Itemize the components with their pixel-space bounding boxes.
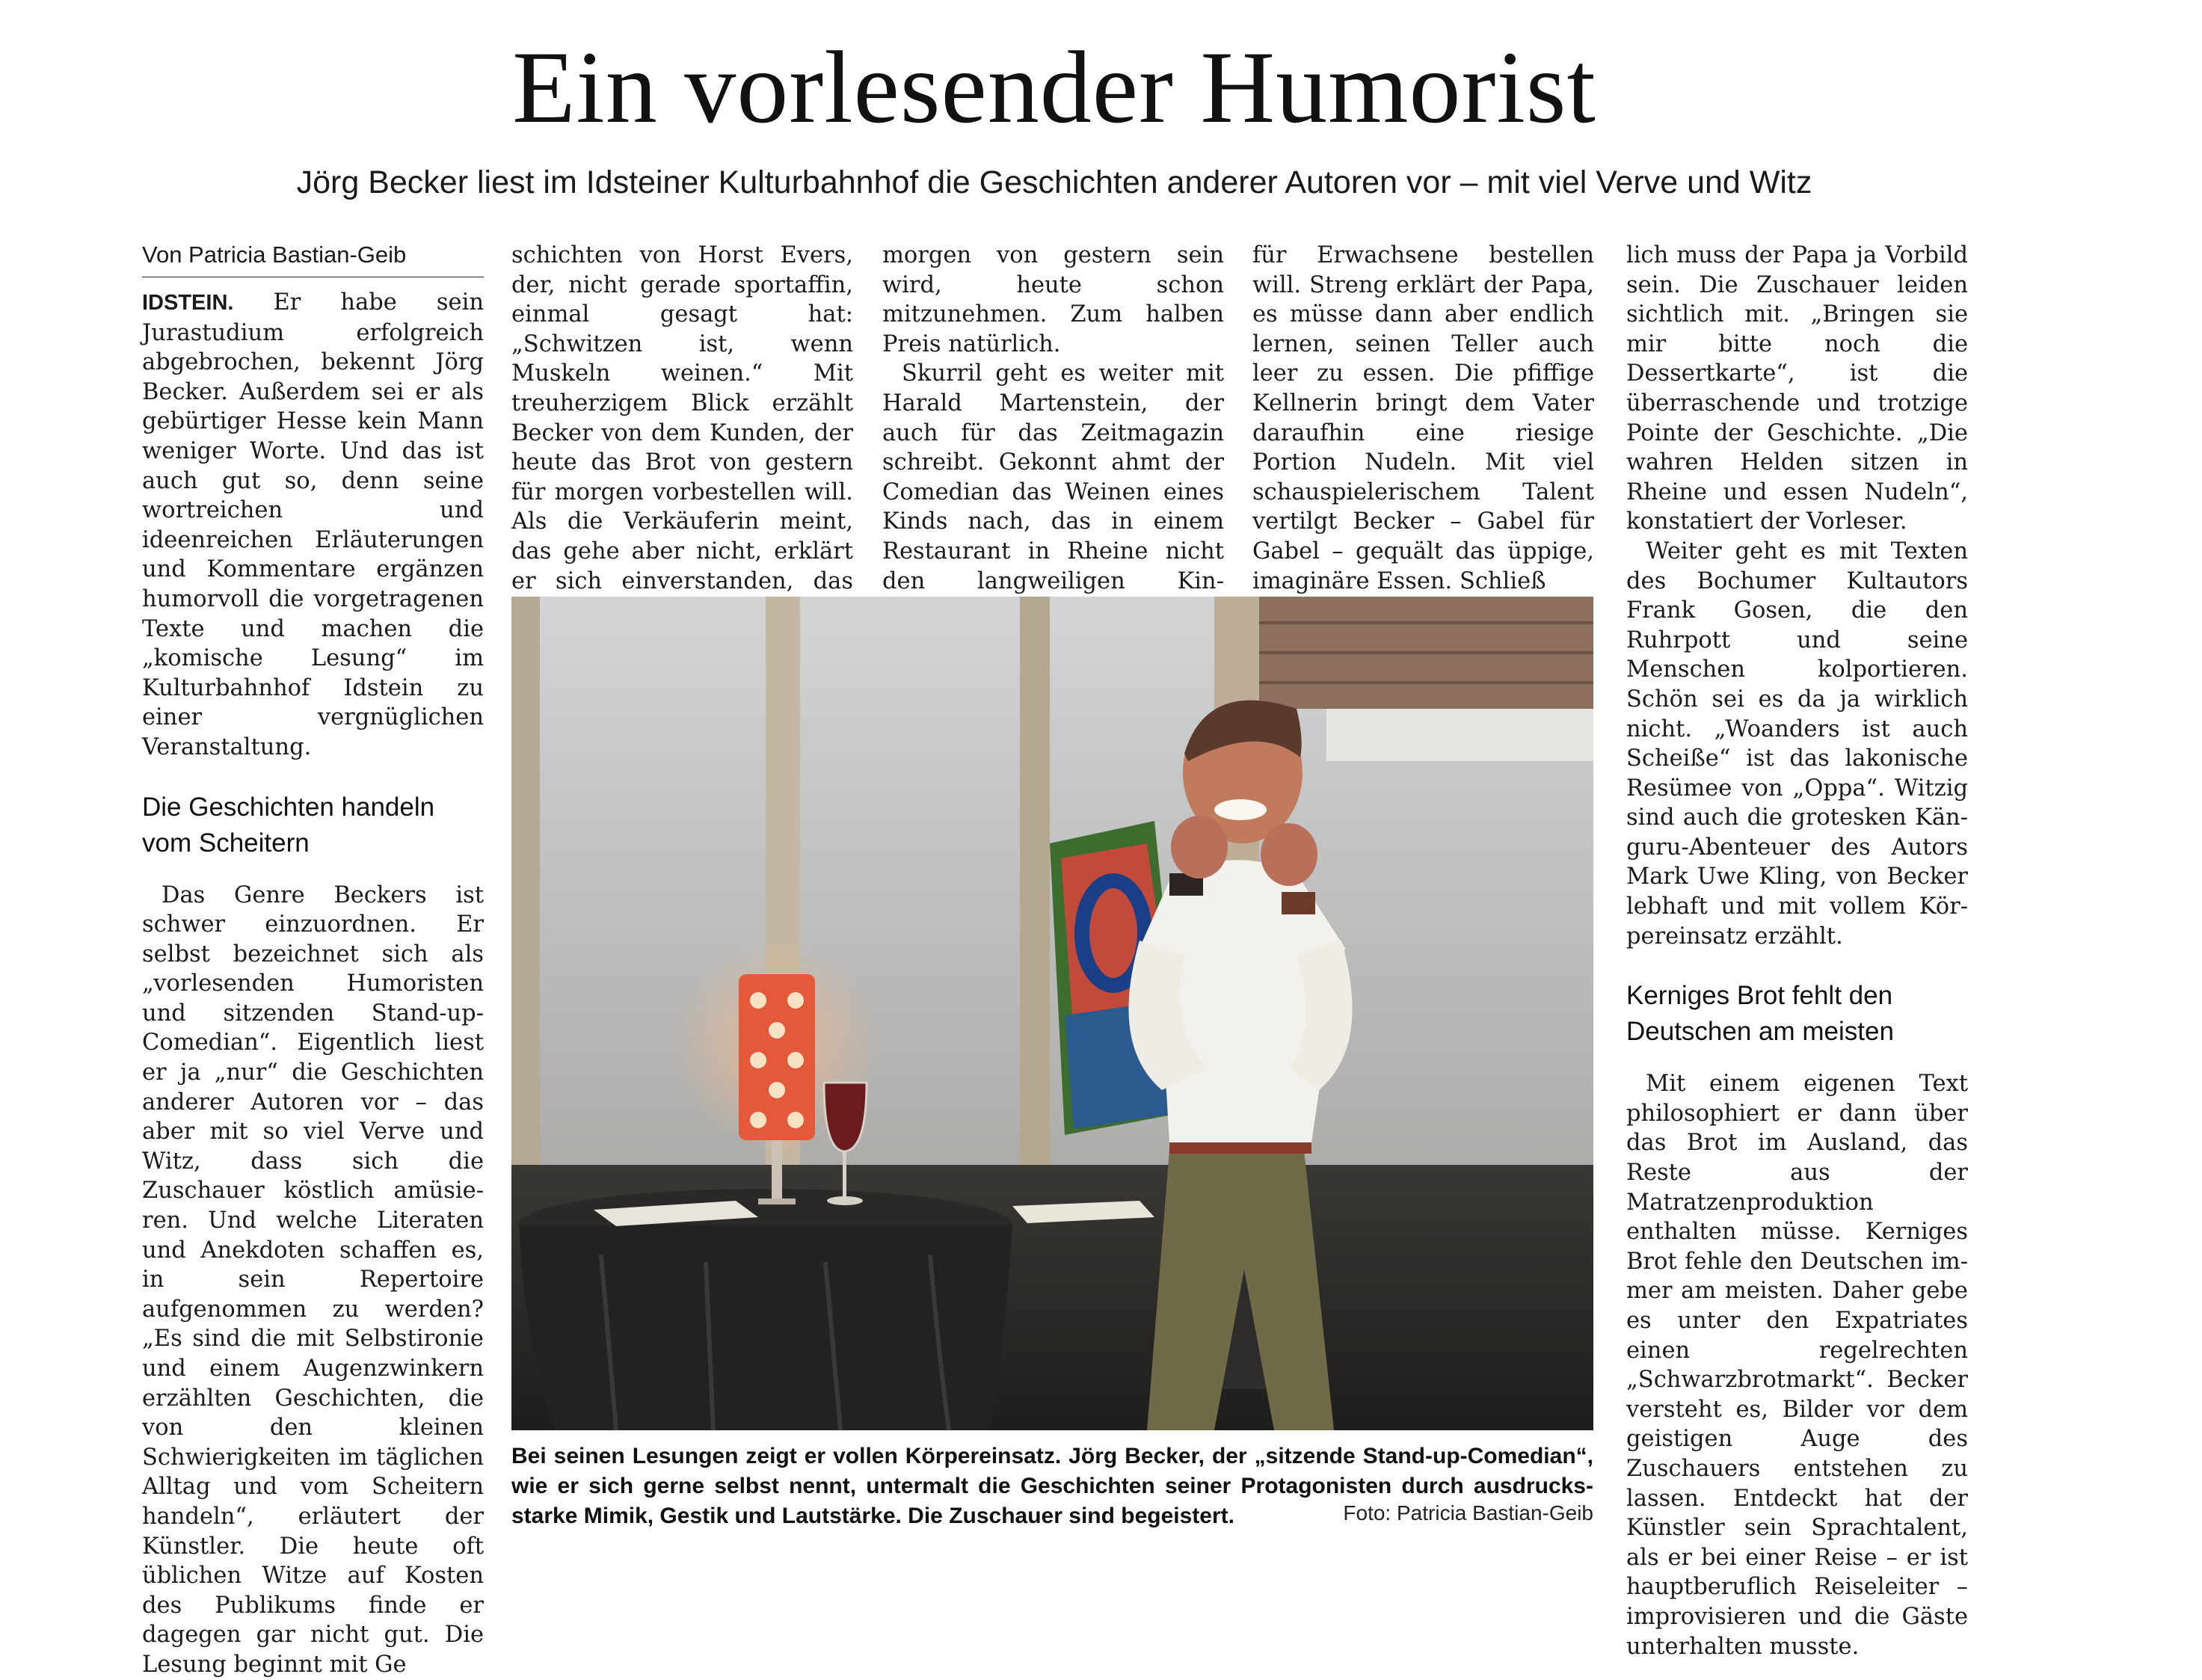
byline: Von Patricia Bastian-Geib xyxy=(142,241,484,277)
column-2 xyxy=(511,241,853,626)
paragraph: Das Genre Beckers ist schwer einzuordnen. Er selbst bezeichnet sich als „vorlesenden Humoristen und sitzenden Stand-up-Comedian“. Eigentlich liest er ja „nur“ die Geschichten anderer Autoren vor – das aber mit so viel Verve und Witz, dass sich die Zuschauer köstlich amüsieren. Und welche Literaten und Anekdoten schaffen es, in sein Repertoire aufgenommen zu werden? „Es sind die mit Selbstironie und einem Augenzwinkern erzählten Geschichten, die von den kleinen Schwierigkeiten im täglichen Alltag und vom Scheitern handeln“, erläutert der Künstler. Die heute oft üblichen Witze auf Kosten des Publikums finde er dagegen gar nicht gut. Die Lesung beginnt mit Ge xyxy=(142,881,484,1678)
column-5 xyxy=(1626,241,1968,1661)
dateline: IDSTEIN. xyxy=(142,291,234,315)
article-photo xyxy=(511,597,1593,1430)
paragraph: Skurril geht es weiter mit Harald Martenstein, der auch für das Zeitmagazin schreibt. Gekonnt ahmt der Comedian das Weinen eines Kinds nach, das in einem Restaurant in Rheine nicht den langweiligen Kin xyxy=(882,360,1224,594)
column-1 xyxy=(142,241,484,1680)
photo-credit: Foto: Patricia Bastian-Geib xyxy=(1343,1501,1593,1524)
paragraph: schichten von Horst Evers, der, nicht gerade sportaffin, einmal gesagt hat: „Schwitzen ist, wenn Muskeln weinen.“ Mit treuherzigem Blick erzählt Becker von dem Kunden, der heute das Brot von gestern für morgen vorbestellen will. Als die Verkäuferin meint, das gehe aber nicht, erklärt er sich einverstanden, das xyxy=(511,242,853,594)
headline: Ein vorlesender Humorist xyxy=(512,30,1596,144)
paragraph: für Erwachsene bestellen will. Streng erklärt der Papa, es müsse dann aber endlich lernen, seinen Teller auch leer zu essen. Die pfiffige Kellnerin bringt dem Vater daraufhin eine riesige Portion Nudeln. Mit viel schauspielerischem Talent vertilgt Becker – Gabel für Gabel – gequält das üppige, imaginäre Essen. Schließ xyxy=(1252,242,1594,594)
subheadline: Jörg Becker liest im Idsteiner Kulturbahnhof die Geschichten anderer Autoren vor – mit viel Verve und Witz xyxy=(296,164,1812,200)
photo-caption: Bei seinen Lesungen zeigt er vollen Körpereinsatz. Jörg Becker, der „sitzende Stand-up-Comedian“, wie er sich gerne selbst nennt, untermalt die Geschichten seiner Protagonisten durch ausdrucksstarke Mimik, Gestik und Lautstärke. Die Zuschauer sind begeistert. xyxy=(511,1444,1593,1528)
subheading: Kerniges Brot fehlt den Deutschen am meisten xyxy=(1626,981,1894,1047)
paragraph: Weiter geht es mit Texten des Bochumer Kultautors Frank Gosen, die den Ruhrpott und seine Menschen kolportieren. Schön sei es da ja wirklich nicht. „Woanders ist auch Scheiße“ ist das lakonische Resümee von „Oppa“. Witzig sind auch die grotesken Känguru-Abenteuer des Autors Mark Uwe Kling, von Becker lebhaft und mit vollem Körpereinsatz erzählt. xyxy=(1626,538,1968,950)
paragraph-text: Er habe sein Jurastudium erfolgreich abgebrochen, bekennt Jörg Becker. Außerdem sei er als gebürtiger Hesse kein Mann weniger Worte. Und das ist auch gut so, denn seine wortreichen und ideenreichen Erläuterungen und Kommentare ergänzen humorvoll die vorgetragenen Texte und machen die „komische Lesung“ im Kulturbahnhof Idstein zu einer vergnüglichen Veranstaltung. xyxy=(142,289,484,760)
paragraph: morgen von gestern sein wird, heute schon mitzunehmen. Zum halben Preis natürlich. xyxy=(882,242,1224,357)
photo-illustration xyxy=(511,597,1593,1430)
column-4 xyxy=(1252,241,1594,596)
subheading: Die Geschichten handeln vom Scheitern xyxy=(142,792,435,858)
paragraph: Mit einem eigenen Text philosophiert er dann über das Brot im Ausland, das Reste aus der Matratzenproduktion enthalten müsse. Kerniges Brot fehle den Deutschen immer am meisten. Daher gebe es unter den Expatriates einen regelrechten „Schwarzbrotmarkt“. Becker versteht es, Bilder vor dem geistigen Auge des Zuschauers entstehen zu lassen. Entdeckt hat der Künstler sein Sprachtalent, als er bei einer Reise – er ist hauptberuflich Reiseleiter – improvisieren und die Gäste unterhalten musste. xyxy=(1626,1071,1968,1660)
paragraph xyxy=(142,288,484,763)
paragraph: lich muss der Papa ja Vorbild sein. Die Zuschauer leiden sichtlich mit. „Bringen sie mir bitte noch die Dessertkarte“, ist die überraschende und trotzige Pointe der Geschichte. „Die wahren Helden sitzen in Rheine und essen Nudeln“, konstatiert der Vorleser. xyxy=(1626,242,1968,535)
column-3 xyxy=(882,241,1224,655)
